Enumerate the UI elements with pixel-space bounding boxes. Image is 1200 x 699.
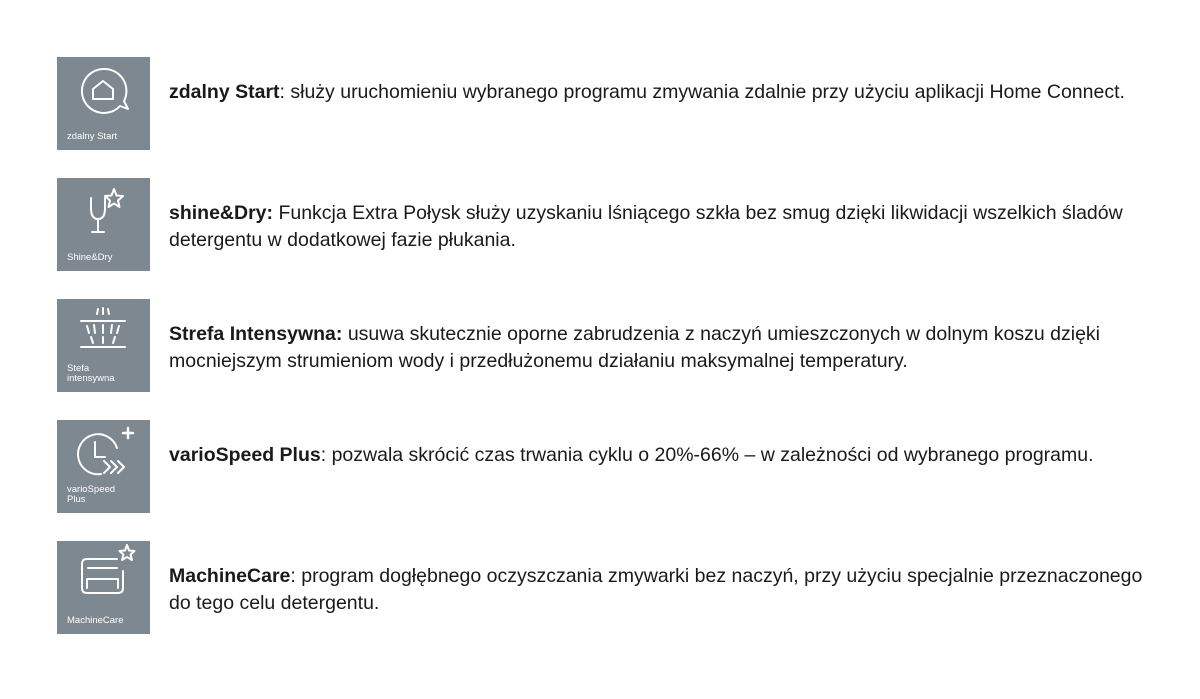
feature-description: varioSpeed Plus: pozwala skrócić czas trwania cyklu o 20%-66% – w zależności od wybranego programu. [169,444,1094,466]
feature-description [169,200,1159,254]
machine-care-tile [57,541,150,634]
tile-label: zdalny Start [67,131,118,142]
tile-label: Stefa intensywna [67,363,115,384]
tile-label: varioSpeed Plus [67,484,116,505]
feature-description: zdalny Start: służy uruchomieniu wybranego programu zmywania zdalnie przy użyciu aplikacji Home Connect. [169,81,1125,103]
feature-title: shine&Dry: [169,202,274,224]
variospeed-plus-tile [57,420,150,513]
feature-shine-dry [57,178,1167,271]
feature-text: pozwala skrócić czas trwania cyklu o 20%-66% – w zależności od wybranego programu. [331,444,1094,466]
feature-title: zdalny Start [169,81,280,103]
feature-description: MachineCare: program dogłębnego oczyszczania zmywarki bez naczyń, przy użyciu specjalnie przeznaczonego do tego celu detergentu. [169,565,1143,614]
feature-text: program dogłębnego oczyszczania zmywarki bez naczyń, przy użyciu specjalnie przeznaczonego do tego celu detergentu. [169,565,1143,614]
feature-text: Funkcja Extra Połysk służy uzyskaniu lśniącego szkła bez smug dzięki likwidacji wszelkich śladów detergentu w dodatkowej fazie płukania. [169,202,1123,251]
remote-start-tile [57,57,150,150]
feature-title: Strefa Intensywna: [169,323,343,345]
feature-remote-start [57,57,1167,150]
feature-variospeed-plus [57,420,1167,513]
shine-dry-tile [57,178,150,271]
feature-intensive-zone [57,299,1167,392]
feature-title: MachineCare [169,565,291,587]
tile-label: MachineCare [67,615,124,626]
feature-title: varioSpeed Plus [169,444,321,466]
intensive-zone-tile [57,299,150,392]
feature-text: służy uruchomieniu wybranego programu zmywania zdalnie przy użyciu aplikacji Home Connect. [290,81,1125,103]
feature-machine-care [57,541,1167,634]
tile-label: Shine&Dry [67,252,113,263]
feature-text: usuwa skutecznie oporne zabrudzenia z naczyń umieszczonych w dolnym koszu dzięki mocniejszym strumieniom wody i przedłużonemu działaniu maksymalnej temperatury. [169,323,1101,372]
feature-description [169,321,1159,375]
